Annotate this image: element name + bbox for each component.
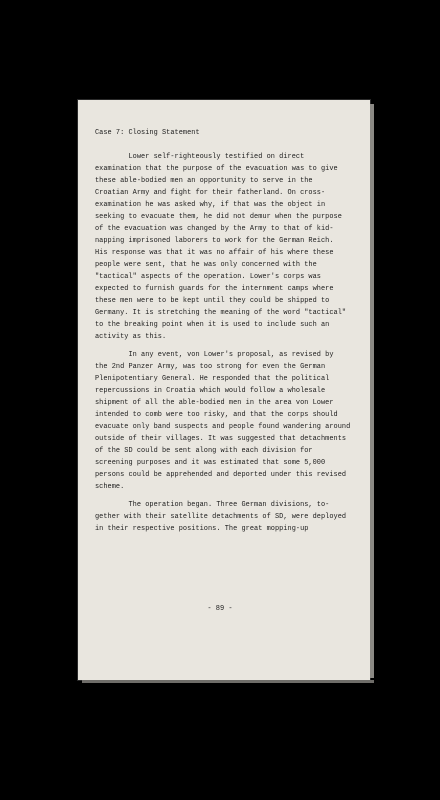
text-line: intended to comb were too risky, and that the corps should	[95, 411, 338, 419]
text-line: Croatian Army and fight for their fatherland. On cross-	[95, 189, 326, 197]
text-line: repercussions in Croatia which would follow a wholesale	[95, 387, 326, 395]
text-line: gether with their satellite detachments of SD, were deployed	[95, 513, 347, 521]
text-line: examination that the purpose of the evacuation was to give	[95, 165, 338, 173]
text-line: people were sent, that he was only concerned with the	[95, 261, 317, 269]
text-line: the 2nd Panzer Army, was too strong for even the German	[95, 363, 326, 371]
text-line: scheme.	[95, 483, 125, 491]
text-line: shipment of all the able-bodied men in the area von Lower	[95, 399, 334, 407]
text-line: outside of their villages. It was suggested that detachments	[95, 435, 347, 443]
page-text-block	[95, 127, 357, 541]
page-edge-shadow	[370, 104, 374, 678]
page-number: - 89 -	[207, 605, 233, 613]
text-line: of the SD could be sent along with each division for	[95, 447, 313, 455]
text-line: these men were to be kept until they could be shipped to	[95, 297, 330, 305]
page-bottom-shadow	[82, 680, 374, 683]
text-line: screening purposes and it was estimated that some 5,000	[95, 459, 326, 467]
text-line: Germany. It is stretching the meaning of the word "tactical"	[95, 309, 347, 317]
paragraph	[95, 499, 357, 535]
text-line: to the breaking point when it is used to include such an	[95, 321, 330, 329]
text-line: In any event, von Lower's proposal, as revised by	[95, 351, 334, 359]
text-line: of the evacuation was changed by the Army to that of kid-	[95, 225, 334, 233]
text-line: seeking to evacuate them, he did not demur when the purpose	[95, 213, 342, 221]
text-line: evacuate only band suspects and people found wandering around	[95, 423, 351, 431]
page-heading: Case 7: Closing Statement	[95, 129, 200, 137]
paragraph	[95, 349, 357, 493]
body-paragraphs	[95, 151, 357, 535]
paragraph	[95, 151, 357, 343]
text-line: expected to furnish guards for the internment camps where	[95, 285, 334, 293]
text-line: persons could be apprehended and deported under this revised	[95, 471, 347, 479]
text-line: The operation began. Three German divisions, to-	[95, 501, 330, 509]
text-line: napping imprisoned laborers to work for the German Reich.	[95, 237, 334, 245]
text-line: activity as this.	[95, 333, 167, 341]
text-line: His response was that it was no affair of his where these	[95, 249, 334, 257]
text-line: Plenipotentiary General. He responded that the political	[95, 375, 330, 383]
text-line: these able-bodied men an opportunity to serve in the	[95, 177, 313, 185]
text-line: Lower self-righteously testified on direct	[95, 153, 305, 161]
text-line: in their respective positions. The great mopping-up	[95, 525, 309, 533]
text-line: examination he was asked why, if that was the object in	[95, 201, 326, 209]
text-line: "tactical" aspects of the operation. Lower's corps was	[95, 273, 321, 281]
